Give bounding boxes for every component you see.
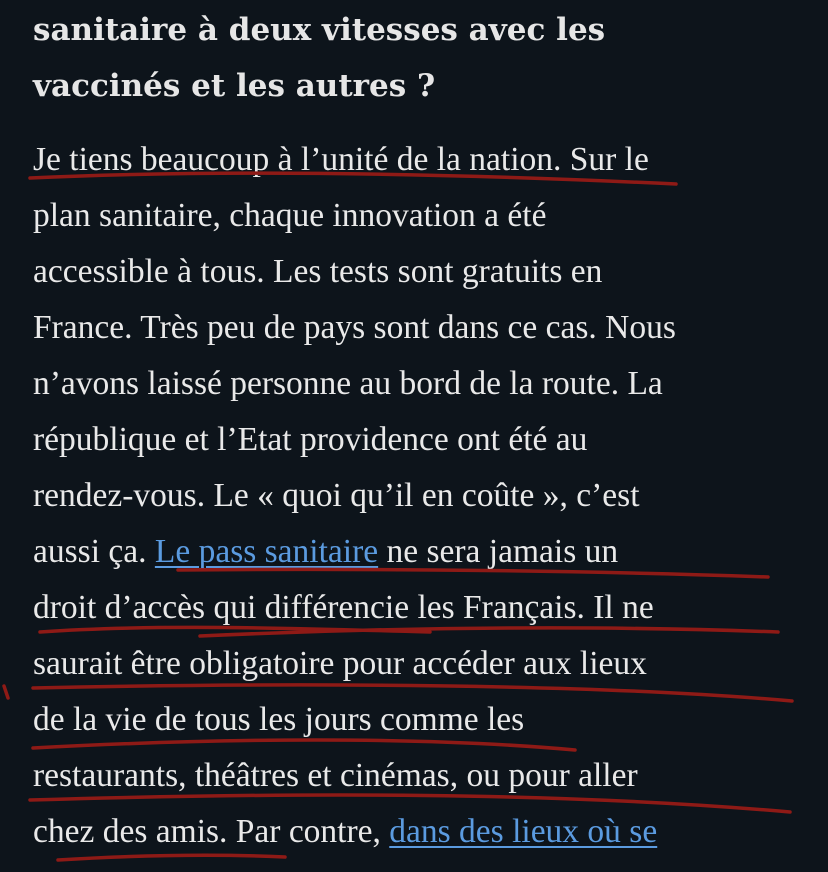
paragraph-line (33, 530, 618, 574)
paragraph-line: de la vie de tous les jours comme les (33, 701, 525, 738)
paragraph-line (33, 810, 657, 854)
margin-mark (4, 686, 8, 698)
heading-line: sanitaire à deux vitesses avec les (33, 12, 606, 48)
paragraph-line: France. Très peu de pays sont dans ce cas. Nous (33, 309, 676, 346)
paragraph-line: rendez-vous. Le « quoi qu’il en coûte », c’est (33, 477, 640, 514)
paragraph-line: saurait être obligatoire pour accéder aux lieux (33, 645, 647, 682)
line-text: chez des amis. Par contre, (33, 813, 390, 850)
section-heading (33, 2, 803, 114)
line-text: ne sera jamais un (378, 533, 619, 570)
paragraph-line: plan sanitaire, chaque innovation a été (33, 197, 547, 234)
paragraph-line: république et l’Etat providence ont été au (33, 421, 588, 458)
line-text: aussi ça. (33, 533, 155, 570)
paragraph-line: restaurants, théâtres et cinémas, ou pour aller (33, 757, 638, 794)
underline-stroke (58, 855, 285, 860)
lieux-link[interactable]: dans des lieux où se (389, 813, 658, 850)
paragraph-line: n’avons laissé personne au bord de la route. La (33, 365, 663, 402)
paragraph-line: Je tiens beaucoup à l’unité de la nation. Sur le (33, 141, 649, 178)
heading-line: vaccinés et les autres ? (33, 68, 436, 104)
pass-sanitaire-link[interactable]: Le pass sanitaire (154, 533, 379, 570)
paragraph-line: accessible à tous. Les tests sont gratuits en (33, 253, 603, 290)
paragraph-line: droit d’accès qui différencie les Français. Il ne (33, 589, 654, 626)
